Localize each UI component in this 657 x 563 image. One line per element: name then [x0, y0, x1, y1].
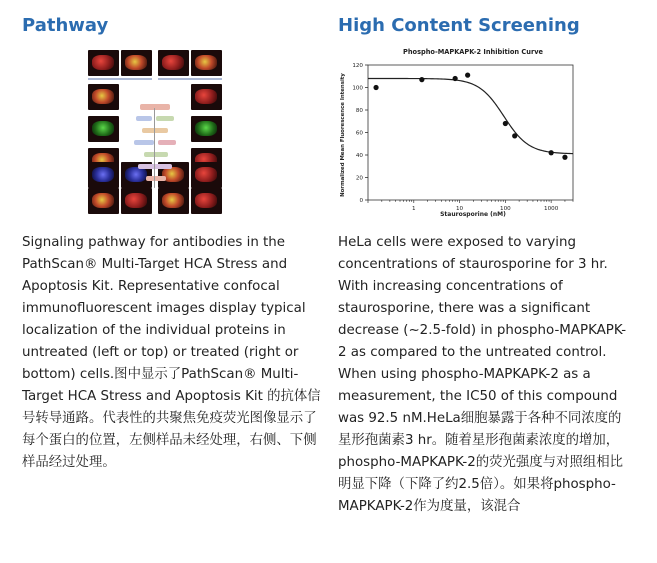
- pathway-schematic: [134, 104, 178, 196]
- chart-title: Phospho-MAPKAPK-2 Inhibition Curve: [403, 48, 543, 56]
- data-point: [465, 73, 470, 78]
- tile-caption: [158, 78, 222, 80]
- y-axis-ticks: [352, 63, 368, 204]
- x-tick-label: 1: [412, 206, 416, 212]
- micrograph-tile: [191, 84, 222, 110]
- x-tick-label: 10: [456, 206, 464, 212]
- pathway-diagram-image: [88, 50, 224, 214]
- data-point: [512, 133, 517, 138]
- hcs-description: HeLa cells were exposed to varying concentrations of staurosporine for 3 hr. With increasing concentrations of staurosporine, there was a significant decrease (~2.5-fold) in phospho-MAPKAPK-2 as compared to the untreated control. When using phospho-MAPKAPK-2 as a measurement, the IC50 of this compound was 92.5 nM.HeLa细胞暴露于各种不同浓度的星形孢菌素3 hr。随着星形孢菌素浓度的增加，phospho-MAPKAPK-2的荧光强度与对照组相比明显下降（下降了约2.5倍）。如果将phospho-MAPKAPK-2作为度量，该混合: [338, 235, 627, 514]
- y-tick-label: 0: [359, 198, 363, 204]
- data-point: [549, 150, 554, 155]
- y-tick-label: 120: [352, 63, 363, 69]
- data-point: [419, 77, 424, 82]
- micrograph-tile: [88, 188, 119, 214]
- data-point: [503, 121, 508, 126]
- fit-curve-line: [368, 79, 573, 154]
- y-tick-label: 40: [355, 153, 363, 159]
- x-tick-label: 1000: [544, 206, 559, 212]
- pathway-heading: Pathway: [22, 15, 109, 36]
- inhibition-curve-chart: [338, 40, 578, 220]
- tile-caption: [88, 78, 152, 80]
- y-tick-label: 80: [355, 108, 363, 114]
- y-tick-label: 20: [355, 175, 363, 182]
- micrograph-tile: [88, 162, 119, 188]
- y-tick-label: 60: [355, 130, 363, 137]
- pathway-description: Signaling pathway for antibodies in the PathScan® Multi-Target HCA Stress and Apoptosis Kit. Representative confocal immunofluorescent images display typical localization of the individual proteins in untreated (left or top) or treated (right or bottom) cells.图中显示了PathScan® Multi-Target HCA Stress and Apoptosis Kit 的抗体信号转导通路。代表性的共聚焦免疫荧光图像显示了每个蛋白的位置，左侧样品未经处理，右侧、下侧样品经过处理。: [22, 235, 321, 470]
- micrograph-tile: [88, 50, 119, 76]
- x-tick-label: 100: [500, 206, 511, 212]
- data-points: [373, 73, 567, 160]
- micrograph-tile: [158, 50, 189, 76]
- y-tick-label: 100: [352, 85, 363, 92]
- data-point: [373, 85, 378, 90]
- hcs-heading: High Content Screening: [338, 15, 580, 36]
- micrograph-tile: [88, 116, 119, 142]
- data-point: [562, 155, 567, 160]
- micrograph-tile: [191, 116, 222, 142]
- micrograph-tile: [88, 84, 119, 110]
- data-point: [453, 76, 458, 81]
- micrograph-tile: [121, 50, 152, 76]
- micrograph-tile: [191, 188, 222, 214]
- chart-axes: [368, 65, 573, 200]
- x-axis-label: Staurosporine (nM): [440, 211, 506, 218]
- y-axis-label: Normalized Mean Fluorescence Intensity: [340, 73, 346, 197]
- plot-frame: [368, 65, 573, 200]
- micrograph-tile: [191, 162, 222, 188]
- micrograph-tile: [191, 50, 222, 76]
